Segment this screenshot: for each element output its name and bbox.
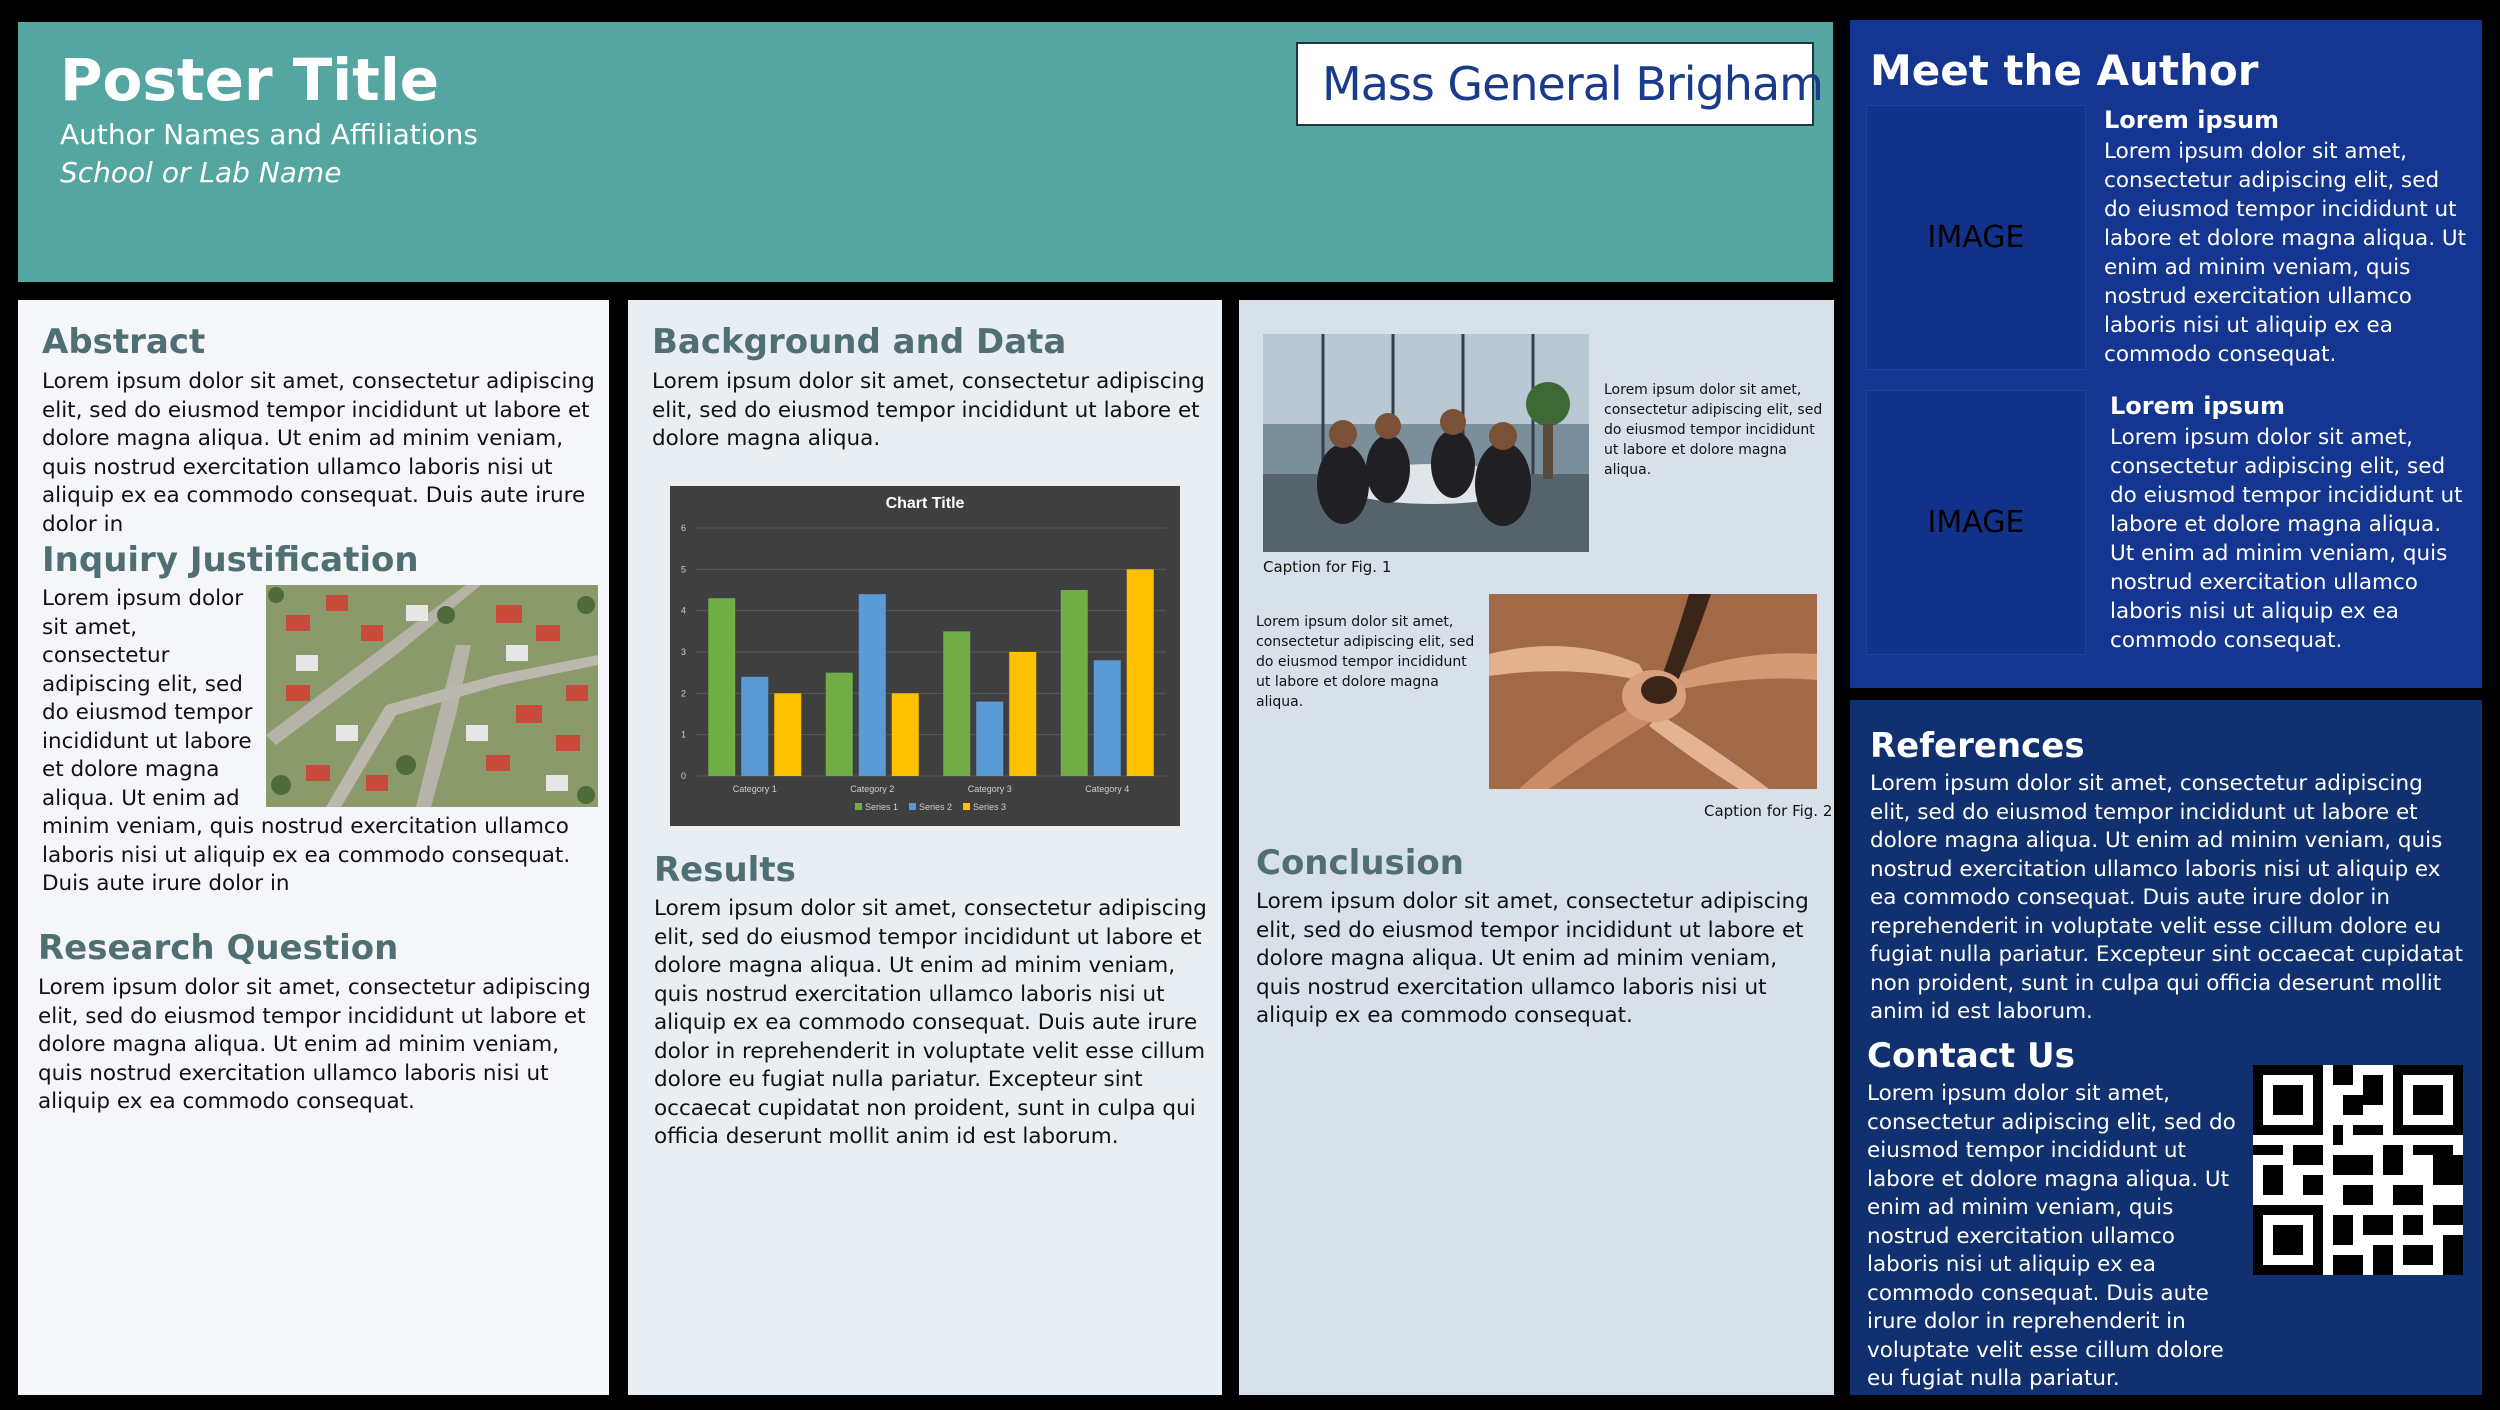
fig2-text: Lorem ipsum dolor sit amet, consectetur adipiscing elit, sed do eiusmod tempor incididunt ut labore et dolore magna aliqua. — [1256, 614, 1475, 710]
references-title: References — [1870, 726, 2085, 766]
background-text: Lorem ipsum dolor sit amet, consectetur adipiscing elit, sed do eiusmod tempor incididunt ut labore et dolore magna aliqua. — [652, 369, 1205, 451]
author2-name: Lorem ipsum — [2110, 392, 2286, 420]
results-text: Lorem ipsum dolor sit amet, consectetur adipiscing elit, sed do eiusmod tempor incididunt ut labore et dolore magna aliqua. Ut enim ad minim veniam, quis nostrud exercitation ullamco laboris nisi ut aliquip ex ea commodo consequat. Duis aute irure dolor in reprehenderit in voluptate velit esse cillum dolore eu fugiat nulla pariatur. Excepteur sint occaecat cupidatat non proident, sunt in culpa qui officia deserunt mollit anim id est laborum. — [654, 896, 1207, 1149]
inquiry-text-block — [42, 585, 602, 899]
abstract-title: Abstract — [42, 322, 206, 362]
y-tick-label: 2 — [680, 688, 686, 699]
author2-image-placeholder — [1866, 390, 2086, 655]
bar-series-3 — [1127, 569, 1154, 776]
author2-image-label: IMAGE — [1927, 505, 2025, 540]
x-tick-label: Category 1 — [732, 784, 777, 794]
meet-author-title: Meet the Author — [1870, 46, 2259, 95]
legend-label: Series 2 — [919, 802, 953, 812]
right-column — [1239, 300, 1834, 1395]
x-tick-label: Category 2 — [850, 784, 895, 794]
middle-column — [628, 300, 1222, 1395]
background-title: Background and Data — [652, 322, 1067, 362]
bar-series-1 — [826, 673, 853, 776]
inquiry-title: Inquiry Justification — [42, 540, 419, 580]
author1-bio: Lorem ipsum dolor sit amet, consectetur adipiscing elit, sed do eiusmod tempor incididunt ut labore et dolore magna aliqua. Ut enim ad minim veniam, quis nostrud exercitation ullamco laboris nisi ut aliquip ex ea commodo consequat. — [2104, 139, 2467, 367]
author1-name: Lorem ipsum — [2104, 106, 2280, 134]
aerial-houses-image — [266, 585, 598, 807]
abstract-text: Lorem ipsum dolor sit amet, consectetur adipiscing elit, sed do eiusmod tempor incididunt ut labore et dolore magna aliqua. Ut enim ad minim veniam, quis nostrud exercitation ullamco laboris nisi ut aliquip ex ea commodo consequat. Duis aute irure dolor in — [42, 369, 595, 537]
poster-header — [18, 22, 1833, 282]
fig1-text: Lorem ipsum dolor sit amet, consectetur adipiscing elit, sed do eiusmod tempor incididunt ut labore et dolore magna aliqua. — [1604, 382, 1823, 478]
legend-swatch — [855, 803, 862, 810]
y-tick-label: 3 — [680, 647, 686, 657]
fig2-caption: Caption for Fig. 2 — [1704, 802, 1833, 820]
bar-series-2 — [859, 594, 886, 776]
y-tick-label: 0 — [680, 771, 686, 781]
chart-svg — [670, 486, 1180, 826]
author1-image-label: IMAGE — [1927, 220, 2025, 255]
bar-series-3 — [774, 693, 801, 776]
y-tick-label: 4 — [680, 605, 686, 616]
legend-label: Series 3 — [973, 802, 1007, 812]
author2-bio: Lorem ipsum dolor sit amet, consectetur adipiscing elit, sed do eiusmod tempor incididunt ut labore et dolore magna aliqua. Ut enim ad minim veniam, quis nostrud exercitation ullamco laboris nisi ut aliquip ex ea commodo consequat. — [2110, 425, 2463, 653]
author-names: Author Names and Affiliations — [60, 118, 479, 151]
institution-logo — [1296, 42, 1823, 126]
x-tick-label: Category 4 — [1085, 784, 1130, 794]
author1-image-placeholder — [1866, 105, 2086, 370]
meeting-photo — [1263, 334, 1589, 552]
bar-series-2 — [741, 677, 768, 776]
qr-code-icon[interactable] — [2253, 1065, 2463, 1275]
legend-swatch — [909, 803, 916, 810]
y-tick-label: 6 — [680, 523, 686, 533]
references-text: Lorem ipsum dolor sit amet, consectetur adipiscing elit, sed do eiusmod tempor incididunt ut labore et dolore magna aliqua. Ut enim ad minim veniam, quis nostrud exercitation ullamco laboris nisi ut aliquip ex ea commodo consequat. Duis aute irure dolor in reprehenderit in voluptate velit esse cillum dolore eu fugiat nulla pariatur. Excepteur sint occaecat cupidatat non proident, sunt in culpa qui officia deserunt mollit anim id est laborum. — [1870, 771, 2463, 1024]
conclusion-text: Lorem ipsum dolor sit amet, consectetur adipiscing elit, sed do eiusmod tempor incididunt ut labore et dolore magna aliqua. Ut enim ad minim veniam, quis nostrud exercitation ullamco laboris nisi ut aliquip ex ea commodo consequat. — [1256, 889, 1809, 1028]
references-contact-panel — [1850, 700, 2482, 1395]
research-question-text: Lorem ipsum dolor sit amet, consectetur adipiscing elit, sed do eiusmod tempor incididunt ut labore et dolore magna aliqua. Ut enim ad minim veniam, quis nostrud exercitation ullamco laboris nisi ut aliquip ex ea commodo consequat. — [38, 975, 591, 1114]
research-question-title: Research Question — [38, 928, 399, 968]
bar-series-3 — [1009, 652, 1036, 776]
legend-swatch — [963, 803, 970, 810]
left-column — [18, 300, 609, 1395]
bar-series-2 — [976, 702, 1003, 776]
bar-chart — [670, 486, 1180, 826]
fig1-caption: Caption for Fig. 1 — [1263, 558, 1392, 576]
bar-series-3 — [892, 693, 919, 776]
contact-title: Contact Us — [1867, 1036, 2075, 1076]
poster-title: Poster Title — [60, 46, 440, 114]
x-tick-label: Category 3 — [967, 784, 1012, 794]
y-tick-label: 1 — [680, 729, 686, 740]
meet-author-panel — [1850, 20, 2482, 688]
contact-text: Lorem ipsum dolor sit amet, consectetur adipiscing elit, sed do eiusmod tempor incididunt ut labore et dolore magna aliqua. Ut enim ad minim veniam, quis nostrud exercitation ullamco laboris nisi ut aliquip ex ea commodo consequat. Duis aute irure dolor in reprehenderit in voluptate velit esse cillum dolore eu fugiat nulla pariatur. — [1867, 1081, 2236, 1391]
bar-series-2 — [1094, 660, 1121, 776]
bar-series-1 — [1061, 590, 1088, 776]
legend-label: Series 1 — [865, 802, 899, 812]
school-name: School or Lab Name — [60, 156, 342, 189]
bar-series-1 — [708, 598, 735, 776]
hands-photo — [1489, 594, 1817, 789]
inquiry-text: Lorem ipsum dolor sit amet, consectetur adipiscing elit, sed do eiusmod tempor incididunt ut labore et dolore magna aliqua. Ut enim ad minim veniam, quis nostrud exercitation ullamco laboris nisi ut aliquip ex ea commodo consequat. Duis aute irure dolor in — [42, 586, 571, 896]
bar-series-1 — [943, 631, 970, 776]
conclusion-title: Conclusion — [1256, 843, 1464, 883]
y-tick-label: 5 — [680, 564, 686, 575]
results-title: Results — [654, 850, 796, 890]
logo-text: Mass General Brigham — [1322, 57, 1823, 111]
chart-title: Chart Title — [885, 495, 965, 512]
